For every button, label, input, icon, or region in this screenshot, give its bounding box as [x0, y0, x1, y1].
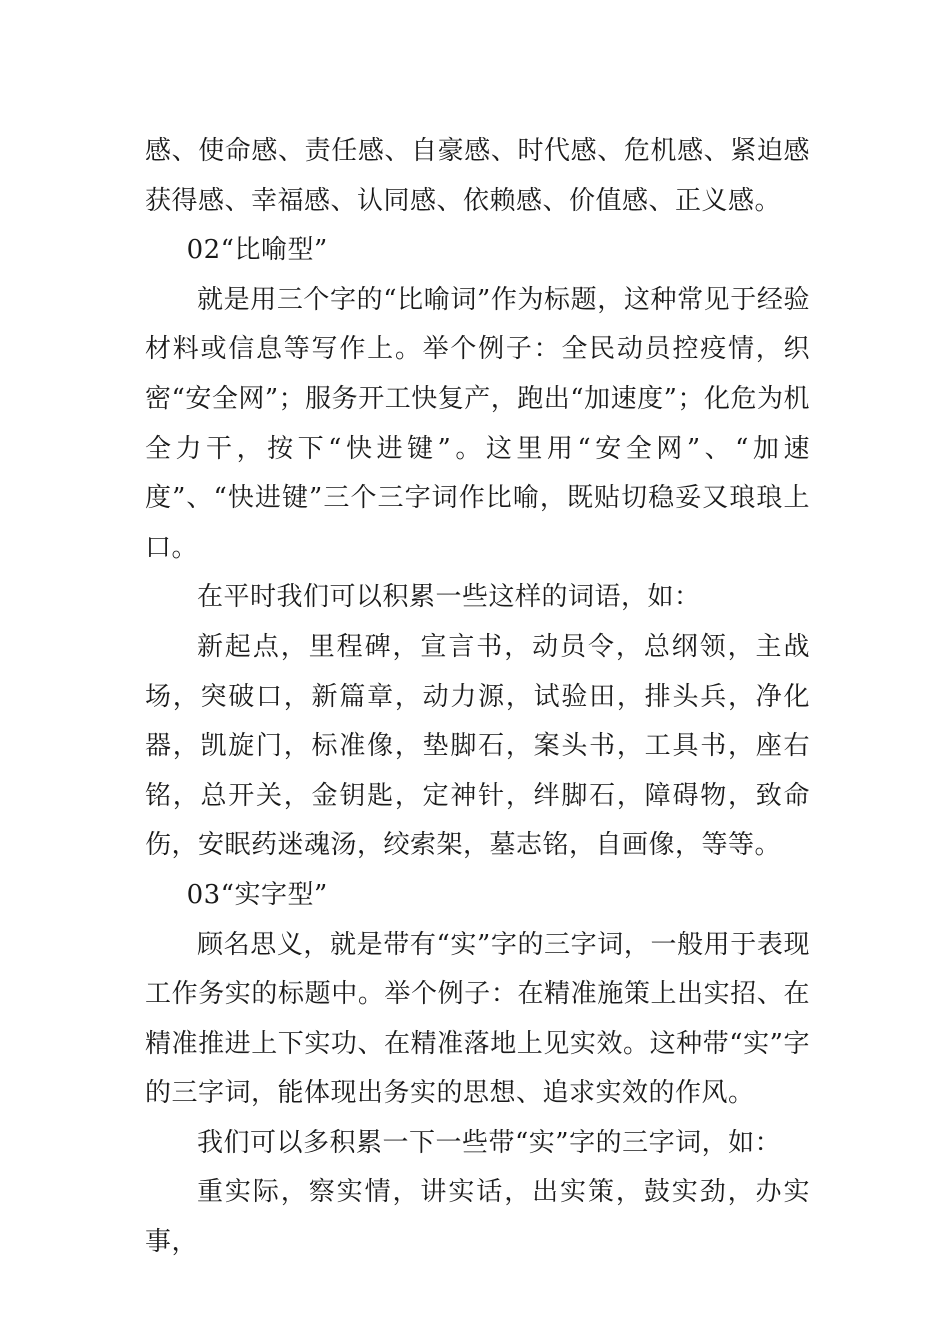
section-heading-metaphor-type: 02“比喻型”	[186, 235, 328, 266]
paragraph-metaphor-word-list: 新起点，里程碑，宣言书，动员令，总纲领，主战场，突破口，新篇章，动力源，试验田，排头兵，净化器，凯旋门，标准像，垫脚石，案头书，工具书，座右铭，总开关，金钥匙，定神针，绊脚石，障碍物，致命伤，安眠药迷魂汤，绞索架，墓志铭，自画像，等等。	[145, 631, 810, 861]
section-heading-shi-character-type: 03“实字型”	[186, 879, 328, 910]
paragraph-shi-word-list: 重实际，察实情，讲实话，出实策，鼓实劲，办实事，	[145, 1177, 810, 1258]
paragraph-metaphor-intro: 在平时我们可以积累一些这样的词语，如：	[197, 582, 701, 613]
document-body	[145, 127, 810, 1268]
paragraph-shi-explanation: 顾名思义，就是带有“实”字的三字词，一般用于表现工作务实的标题中。举个例子：在精准施策上出实招、在精准推进上下实功、在精准落地上见实效。这种带“实”字的三字词，能体现出务实的思想、追求实效的作风。	[145, 929, 810, 1109]
paragraph-shi-intro: 我们可以多积累一下一些带“实”字的三字词，如：	[197, 1127, 782, 1158]
paragraph-metaphor-explanation: 就是用三个字的“比喻词”作为标题，这种常见于经验材料或信息等写作上。举个例子：全民动员控疫情，织密“安全网”；服务开工快复产，跑出“加速度”；化危为机全力干，按下“快进键”。这里用“安全网”、“加速度”、“快进键”三个三字词作比喻，既贴切稳妥又琅琅上口。	[145, 284, 810, 563]
paragraph-feelings-list: 感、使命感、责任感、自豪感、时代感、危机感、紧迫感获得感、幸福感、认同感、依赖感、价值感、正义感。	[145, 136, 810, 216]
